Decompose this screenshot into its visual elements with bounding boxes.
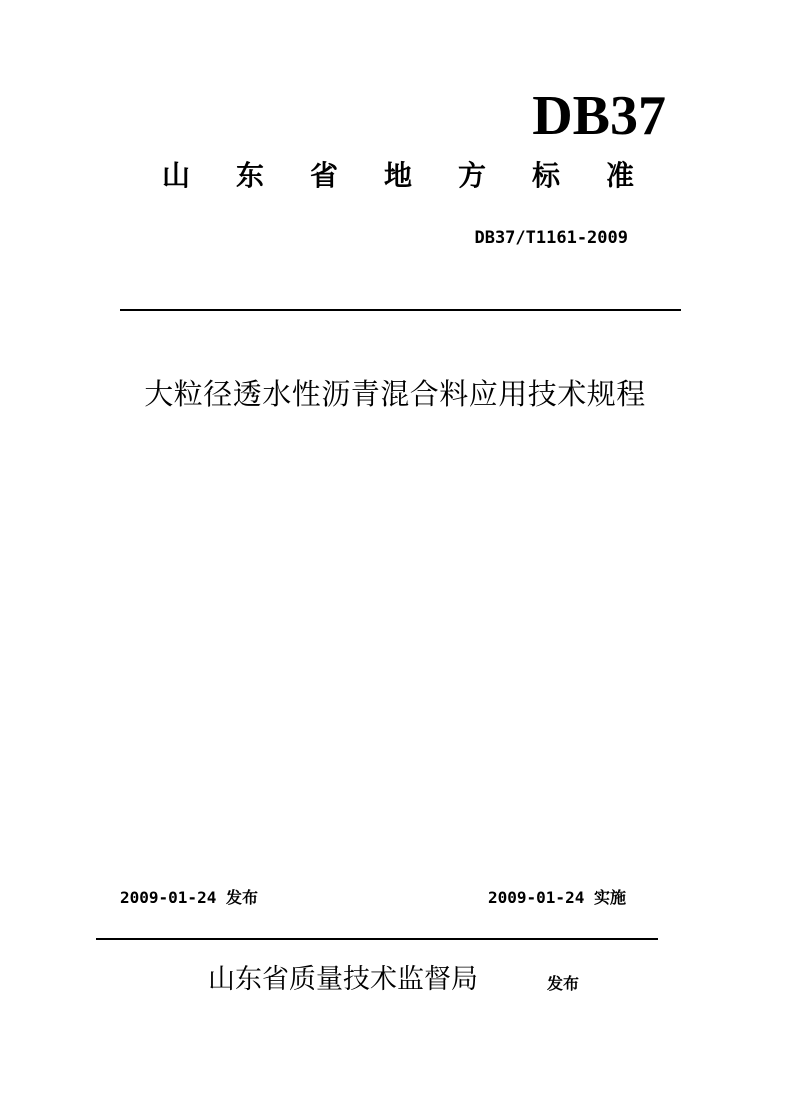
document-title: 大粒径透水性沥青混合料应用技术规程 <box>144 377 646 411</box>
bottom-divider <box>96 938 658 940</box>
category-char: 标 <box>531 159 560 192</box>
publish-date: 2009-01-24 发布 <box>120 888 258 907</box>
category-char: 东 <box>235 159 264 192</box>
category-char: 准 <box>605 159 634 192</box>
category-char: 省 <box>309 159 338 192</box>
category-char: 山 <box>161 159 190 192</box>
top-divider <box>120 309 681 311</box>
standard-number: DB37/T1161-2009 <box>474 228 628 248</box>
category-char: 方 <box>457 159 486 192</box>
category-char: 地 <box>383 159 412 192</box>
implement-date: 2009-01-24 实施 <box>488 888 626 907</box>
issuing-authority: 山东省质量技术监督局 <box>208 964 478 995</box>
issuing-label: 发布 <box>547 974 580 993</box>
standard-code: DB37 <box>532 85 666 147</box>
standard-category <box>158 158 638 194</box>
